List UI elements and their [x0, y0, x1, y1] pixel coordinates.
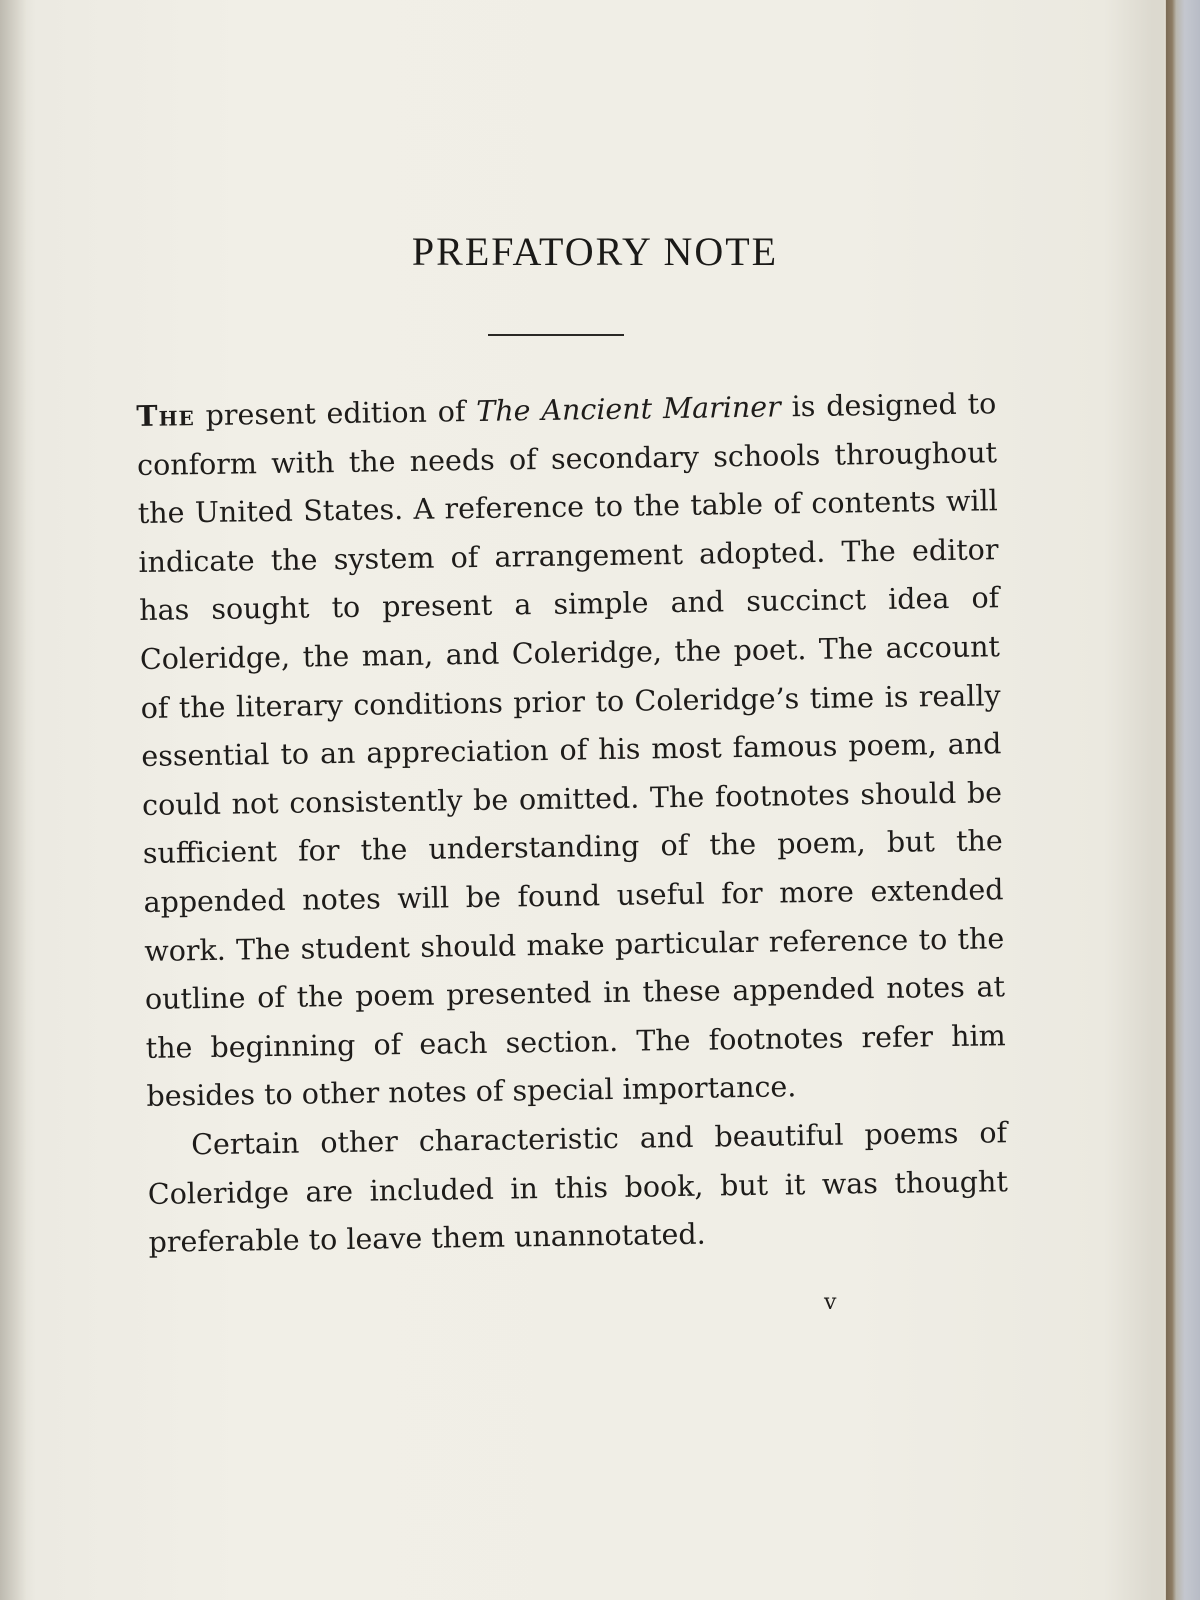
title-rule	[488, 334, 624, 336]
lead-word: The	[136, 398, 195, 433]
paragraph-1-body: is designed to conform with the needs of secondary schools throughout the United States. A reference to the table of contents will indicate the system of arrangement adopted. The editor has sought to present a simple and succinct idea of Coleridge, the man, and Coleridge, the poet. The account of the literary conditions prior to Coleridge’s time is really essential to an appreciation of his most famous poem, and could not consistently be omitted. The footnotes should be sufficient for the understanding of the poem, but the appended notes will be found useful for more extended work. The student should make particular reference to the outline of the poem presented in these appended notes at the beginning of each section. The footnotes refer him besides to other notes of special importance.	[136, 387, 1006, 1114]
paragraph-1	[136, 379, 1007, 1122]
left-page-edge	[0, 0, 26, 1600]
work-title: The Ancient Mariner	[476, 390, 781, 428]
page-title: PREFATORY NOTE	[411, 229, 779, 274]
paragraph-1-intro: present edition of	[194, 394, 477, 433]
paragraph-2: Certain other characteristic and beautiful poems of Coleridge are included in this book, but it was thought preferable to leave them unannotated.	[147, 1116, 1009, 1259]
printed-page	[40, 0, 1150, 1600]
page-number: v	[824, 1290, 837, 1315]
book-cover-edge	[1166, 0, 1200, 1600]
body-text	[136, 379, 1009, 1267]
